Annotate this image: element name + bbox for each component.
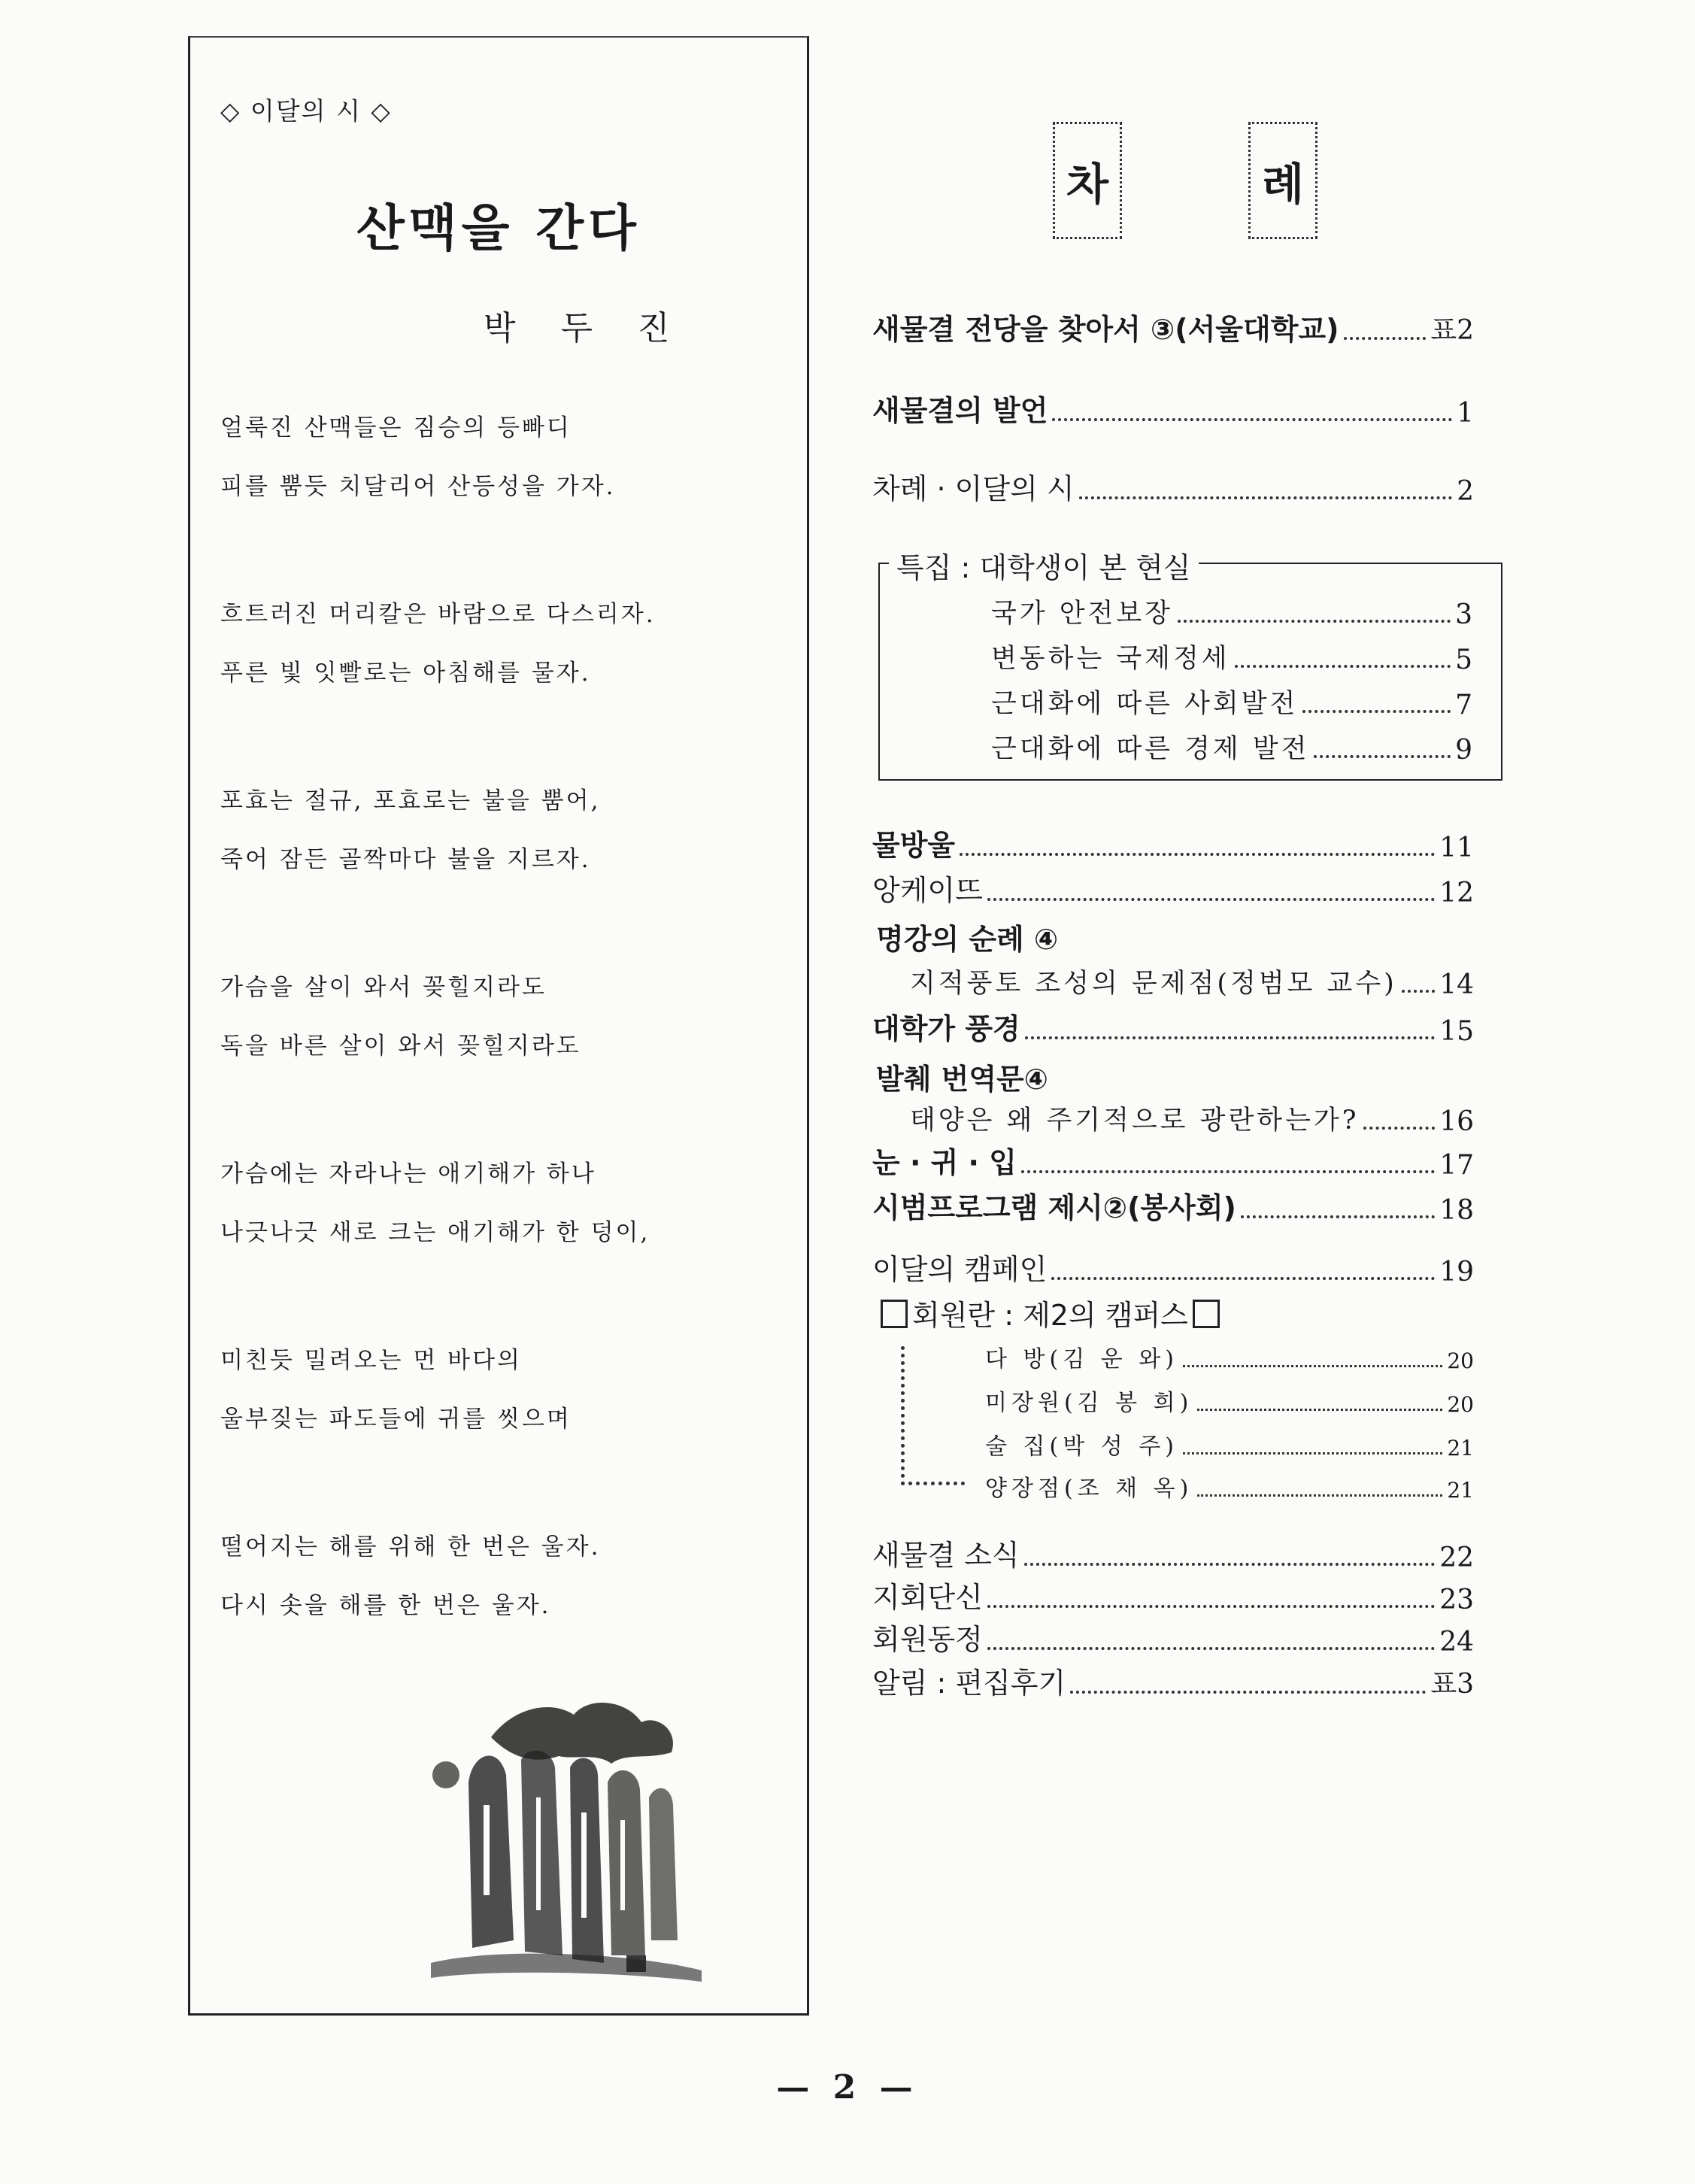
toc-entry[interactable]: 알림 : 편집후기 표3 <box>872 1667 1474 1700</box>
toc-entry[interactable]: 이달의 캠페인 19 <box>872 1253 1474 1288</box>
toc-entry[interactable]: 양장점(조 채 옥) 21 <box>985 1476 1474 1503</box>
toc-entry[interactable]: 근대화에 따른 경제 발전 9 <box>991 734 1472 766</box>
toc-entry[interactable]: 눈 · 귀 · 입 17 <box>872 1146 1474 1181</box>
toc-entry[interactable]: 시범프로그램 제시②(봉사회) 18 <box>872 1191 1474 1226</box>
toc-entry[interactable]: 술 집(박 성 주) 21 <box>985 1433 1474 1461</box>
toc-entry[interactable]: 근대화에 따른 사회발전 7 <box>991 689 1472 720</box>
toc-entry[interactable]: 새물결 소식 22 <box>872 1539 1474 1573</box>
poem-line: 피를 뿜듯 치달리어 산등성을 가자. <box>220 473 616 500</box>
square-bracket-icon <box>881 1300 908 1328</box>
toc-heading-char-1: 차 <box>1053 122 1122 239</box>
poem-panel <box>188 36 809 2016</box>
poem-title: 산맥을 간다 <box>356 199 641 257</box>
poem-line: 울부짖는 파도들에 귀를 씻으며 <box>220 1406 572 1433</box>
special-feature-title: 특집 : 대학생이 본 현실 <box>889 544 1199 586</box>
toc-entry[interactable]: 새물결의 발언 1 <box>872 394 1474 429</box>
toc-entry[interactable]: 국가 안전보장 3 <box>991 599 1472 630</box>
poem-line: 얼룩진 산맥들은 짐승의 등빠디 <box>220 414 572 441</box>
poem-line: 죽어 잠든 골짝마다 불을 지르자. <box>220 846 591 873</box>
poem-line: 독을 바른 살이 와서 꽂힐지라도 <box>220 1033 581 1060</box>
mountain-ink-illustration <box>401 1692 717 1993</box>
toc-entry[interactable]: 다 방(김 운 와) 20 <box>985 1346 1474 1373</box>
toc-entry[interactable]: 물방울 11 <box>872 829 1474 863</box>
toc-section-label: 명강의 순례 ④ <box>876 923 1059 956</box>
toc-section-label: 발췌 번역문④ <box>876 1063 1048 1096</box>
poem-body <box>220 399 792 1635</box>
toc-entry[interactable]: 새물결 전당을 찾아서 ③(서울대학교) 표2 <box>872 313 1474 346</box>
poem-author: 박두진 <box>484 309 715 347</box>
poem-kicker: ◇ 이달의 시 ◇ <box>220 96 392 126</box>
toc-entry[interactable]: 대학가 풍경 15 <box>872 1012 1474 1047</box>
toc-entry[interactable]: 변동하는 국제정세 5 <box>991 644 1472 675</box>
poem-line: 나긋나긋 새로 크는 애기해가 한 덩이, <box>220 1219 650 1246</box>
poem-line: 흐트러진 머리칼은 바람으로 다스리자. <box>220 601 656 628</box>
toc-entry[interactable]: 태양은 왜 주기적으로 광란하는가? 16 <box>910 1106 1474 1137</box>
toc-entry[interactable]: 지회단신 23 <box>872 1581 1474 1615</box>
poem-line: 떨어지는 해를 위해 한 번은 울자. <box>220 1533 601 1561</box>
poem-line: 포효는 절규, 포효로는 불을 뿜어, <box>220 787 601 814</box>
toc-entry[interactable]: 앙케이뜨 12 <box>872 874 1474 908</box>
poem-line: 푸른 빛 잇빨로는 아침해를 물자. <box>220 660 591 687</box>
toc-entry[interactable]: 미장원(김 봉 희) 20 <box>985 1390 1474 1417</box>
member-bracket-line <box>901 1346 965 1485</box>
poem-line: 다시 솟을 해를 한 번은 울자. <box>220 1592 551 1619</box>
poem-line: 미친듯 밀려오는 먼 바다의 <box>220 1347 522 1374</box>
toc-entry[interactable]: 회원동정 24 <box>872 1623 1474 1658</box>
poem-line: 가슴을 살이 와서 꽂힐지라도 <box>220 974 547 1001</box>
square-bracket-icon <box>1193 1300 1220 1328</box>
members-section-label: 회원란 : 제2의 캠퍼스 <box>876 1292 1224 1333</box>
poem-line: 가슴에는 자라나는 애기해가 하나 <box>220 1160 596 1188</box>
page-number: — 2 — <box>776 2068 919 2107</box>
toc-entry[interactable]: 차례 · 이달의 시 2 <box>872 472 1474 507</box>
toc-entry[interactable]: 지적풍토 조성의 문제점(정범모 교수) 14 <box>910 969 1474 1000</box>
toc-heading-char-2: 례 <box>1248 122 1317 239</box>
